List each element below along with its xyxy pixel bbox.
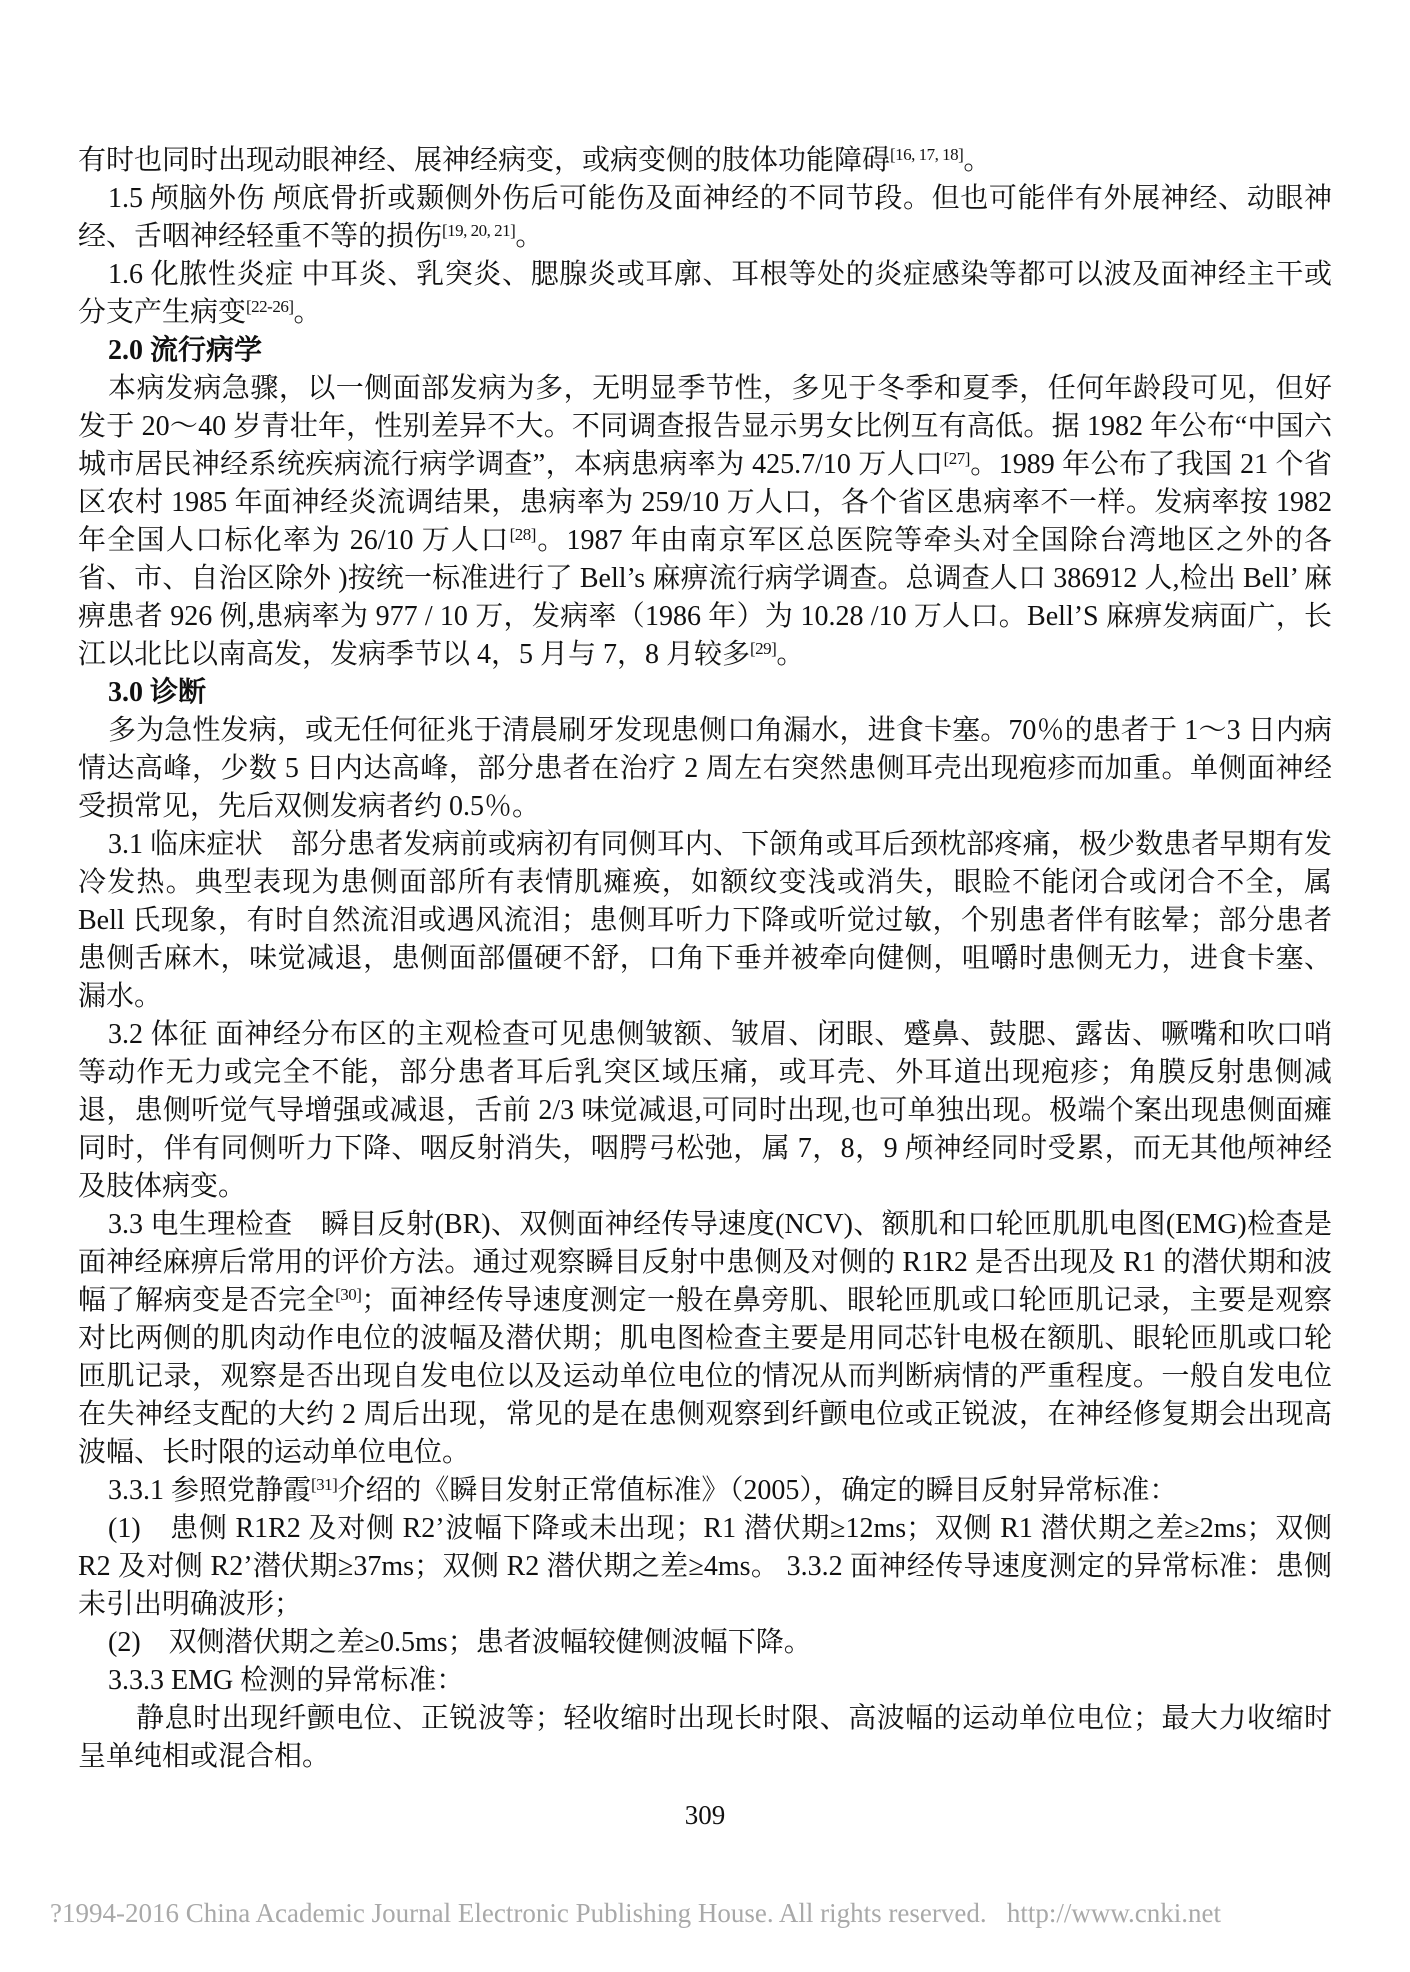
text-run: ；面神经传导速度测定一般在鼻旁肌、眼轮匝肌或口轮匝肌记录，主要是观察对比两侧的肌肉动作电位的波幅及潜伏期；肌电图检查主要是用同芯针电极在额肌、眼轮匝肌或口轮匝肌记录，观察是否出现自发电位以及运动单位电位的情况从而判断病情的严重程度。一般自发电位在失神经支配的大约 2 周后出现，常见的是在患侧观察到纤颤电位或正锐波，在神经修复期会出现高波幅、长时限的运动单位电位。	[78, 1285, 1332, 1468]
paragraph	[78, 256, 1332, 332]
text-run: 1.6 化脓性炎症 中耳炎、乳突炎、腮腺炎或耳廓、耳根等处的炎症感染等都可以波及面神经主干或分支产生病变	[78, 259, 1332, 328]
text-run: 。	[515, 221, 544, 252]
text-run: 。	[963, 145, 992, 176]
text-run: 。	[776, 639, 805, 670]
text-run: 。1989 年公布了我国 21 个省区农村 1985 年面神经炎流调结果，患病率为 259/10 万人口，各个省区患病率不一样。发病率按 1982 年全国人口标化率为 26/10 万人口	[78, 449, 1332, 556]
citation-ref: [27]	[943, 449, 970, 468]
page-number: 309	[684, 1800, 726, 1830]
citation-ref: [22-26]	[246, 297, 294, 316]
text-run: 3.1 临床症状 部分患者发病前或病初有同侧耳内、下颌角或耳后颈枕部疼痛，极少数患者早期有发冷发热。典型表现为患侧面部所有表情肌瘫痪，如额纹变浅或消失，眼睑不能闭合或闭合不全，属 Bell 氏现象，有时自然流泪或遇风流泪；患侧耳听力下降或听觉过敏，个别患者伴有眩晕；部分患者患侧舌麻木，味觉减退，患侧面部僵硬不舒，口角下垂并被牵向健侧，咀嚼时患侧无力，进食卡塞、漏水。	[78, 829, 1332, 1012]
citation-ref: [28]	[509, 525, 536, 544]
citation-ref: [30]	[335, 1285, 362, 1304]
text-run: 3.2 体征 面神经分布区的主观检查可见患侧皱额、皱眉、闭眼、蹙鼻、鼓腮、露齿、噘嘴和吹口哨等动作无力或完全不能，部分患者耳后乳突区域压痛，或耳壳、外耳道出现疱疹；角膜反射患侧减退，患侧听觉气导增强或减退，舌前 2/3 味觉减退,可同时出现,也可单独出现。极端个案出现患侧面瘫同时，伴有同侧听力下降、咽反射消失，咽腭弓松弛，属 7，8，9 颅神经同时受累，而无其他颅神经及肢体病变。	[78, 1019, 1332, 1202]
text-run: 介绍的《瞬目发射正常值标准》（2005），确定的瞬目反射异常标准：	[337, 1475, 1178, 1506]
paragraph	[78, 1016, 1332, 1206]
paragraph	[78, 180, 1332, 256]
text-run: (2) 双侧潜伏期之差≥0.5ms；患者波幅较健侧波幅下降。	[108, 1627, 812, 1658]
paragraph	[78, 1700, 1332, 1776]
citation-ref: [31]	[311, 1475, 338, 1494]
paragraph	[78, 1662, 1332, 1700]
text-run: 1.5 颅脑外伤 颅底骨折或颞侧外伤后可能伤及面神经的不同节段。但也可能伴有外展神经、动眼神经、舌咽神经轻重不等的损伤	[78, 183, 1332, 252]
paragraph	[78, 1510, 1332, 1624]
citation-ref: [29]	[750, 639, 777, 658]
paragraph	[78, 826, 1332, 1016]
paragraph	[78, 1472, 1332, 1510]
citation-ref: [19, 20, 21]	[442, 221, 516, 240]
text-run: 本病发病急骤，以一侧面部发病为多，无明显季节性，多见于冬季和夏季，任何年龄段可见，但好发于 20～40 岁青壮年，性别差异不大。不同调查报告显示男女比例互有高低。据 1982 年公布“中国六城市居民神经系统疾病流行病学调查”，本病患病率为 425.7/10 万人口	[78, 373, 1332, 480]
paragraph	[78, 370, 1332, 674]
section-heading	[78, 674, 1332, 712]
text-run: 。1987 年由南京军区总医院等牵头对全国除台湾地区之外的各省、市、自治区除外 )按统一标准进行了 Bell’s 麻痹流行病学调查。总调查人口 386912 人,检出 Bell’ 麻痹患者 926 例,患病率为 977 / 10 万，发病率（1986 年）为 10.28 /10 万人口。Bell’S 麻痹发病面广，长江以北比以南高发，发病季节以 4，5 月与 7，8 月较多	[78, 525, 1332, 670]
text-run: 3.0 诊断	[108, 677, 207, 708]
text-run: 。	[293, 297, 322, 328]
paragraph	[78, 142, 1332, 180]
text-run: 3.3 电生理检查 瞬目反射(BR)、双侧面神经传导速度(NCV)、额肌和口轮匝肌肌电图(EMG)检查是面神经麻痹后常用的评价方法。通过观察瞬目反射中患侧及对侧的 R1R2 是否出现及 R1 的潜伏期和波幅了解病变是否完全	[78, 1209, 1332, 1316]
text-run: (1) 患侧 R1R2 及对侧 R2’波幅下降或未出现；R1 潜伏期≥12ms；双侧 R1 潜伏期之差≥2ms；双侧 R2 及对侧 R2’潜伏期≥37ms；双侧 R2 潜伏期之差≥4ms。 3.3.2 面神经传导速度测定的异常标准：患侧未引出明确波形；	[78, 1513, 1332, 1620]
text-run: 3.3.1 参照党静霞	[108, 1475, 312, 1506]
copyright-footer: ?1994-2016 China Academic Journal Electronic Publishing House. All rights reserved. http://www.cnki.net	[50, 1898, 1222, 1928]
paragraph	[78, 712, 1332, 826]
text-run: 静息时出现纤颤电位、正锐波等；轻收缩时出现长时限、高波幅的运动单位电位；最大力收缩时呈单纯相或混合相。	[78, 1703, 1332, 1772]
text-run: 多为急性发病，或无任何征兆于清晨刷牙发现患侧口角漏水，进食卡塞。70％的患者于 1～3 日内病情达高峰，少数 5 日内达高峰，部分患者在治疗 2 周左右突然患侧耳壳出现疱疹而加重。单侧面神经受损常见，先后双侧发病者约 0.5％。	[78, 715, 1332, 822]
text-run: 2.0 流行病学	[108, 335, 263, 366]
paragraph	[78, 1206, 1332, 1472]
text-run: 3.3.3 EMG 检测的异常标准：	[108, 1665, 465, 1696]
paragraph	[78, 1624, 1332, 1662]
section-heading	[78, 332, 1332, 370]
text-run: 有时也同时出现动眼神经、展神经病变，或病变侧的肢体功能障碍	[78, 145, 891, 176]
document-body	[78, 142, 1332, 1776]
citation-ref: [16, 17, 18]	[890, 145, 964, 164]
